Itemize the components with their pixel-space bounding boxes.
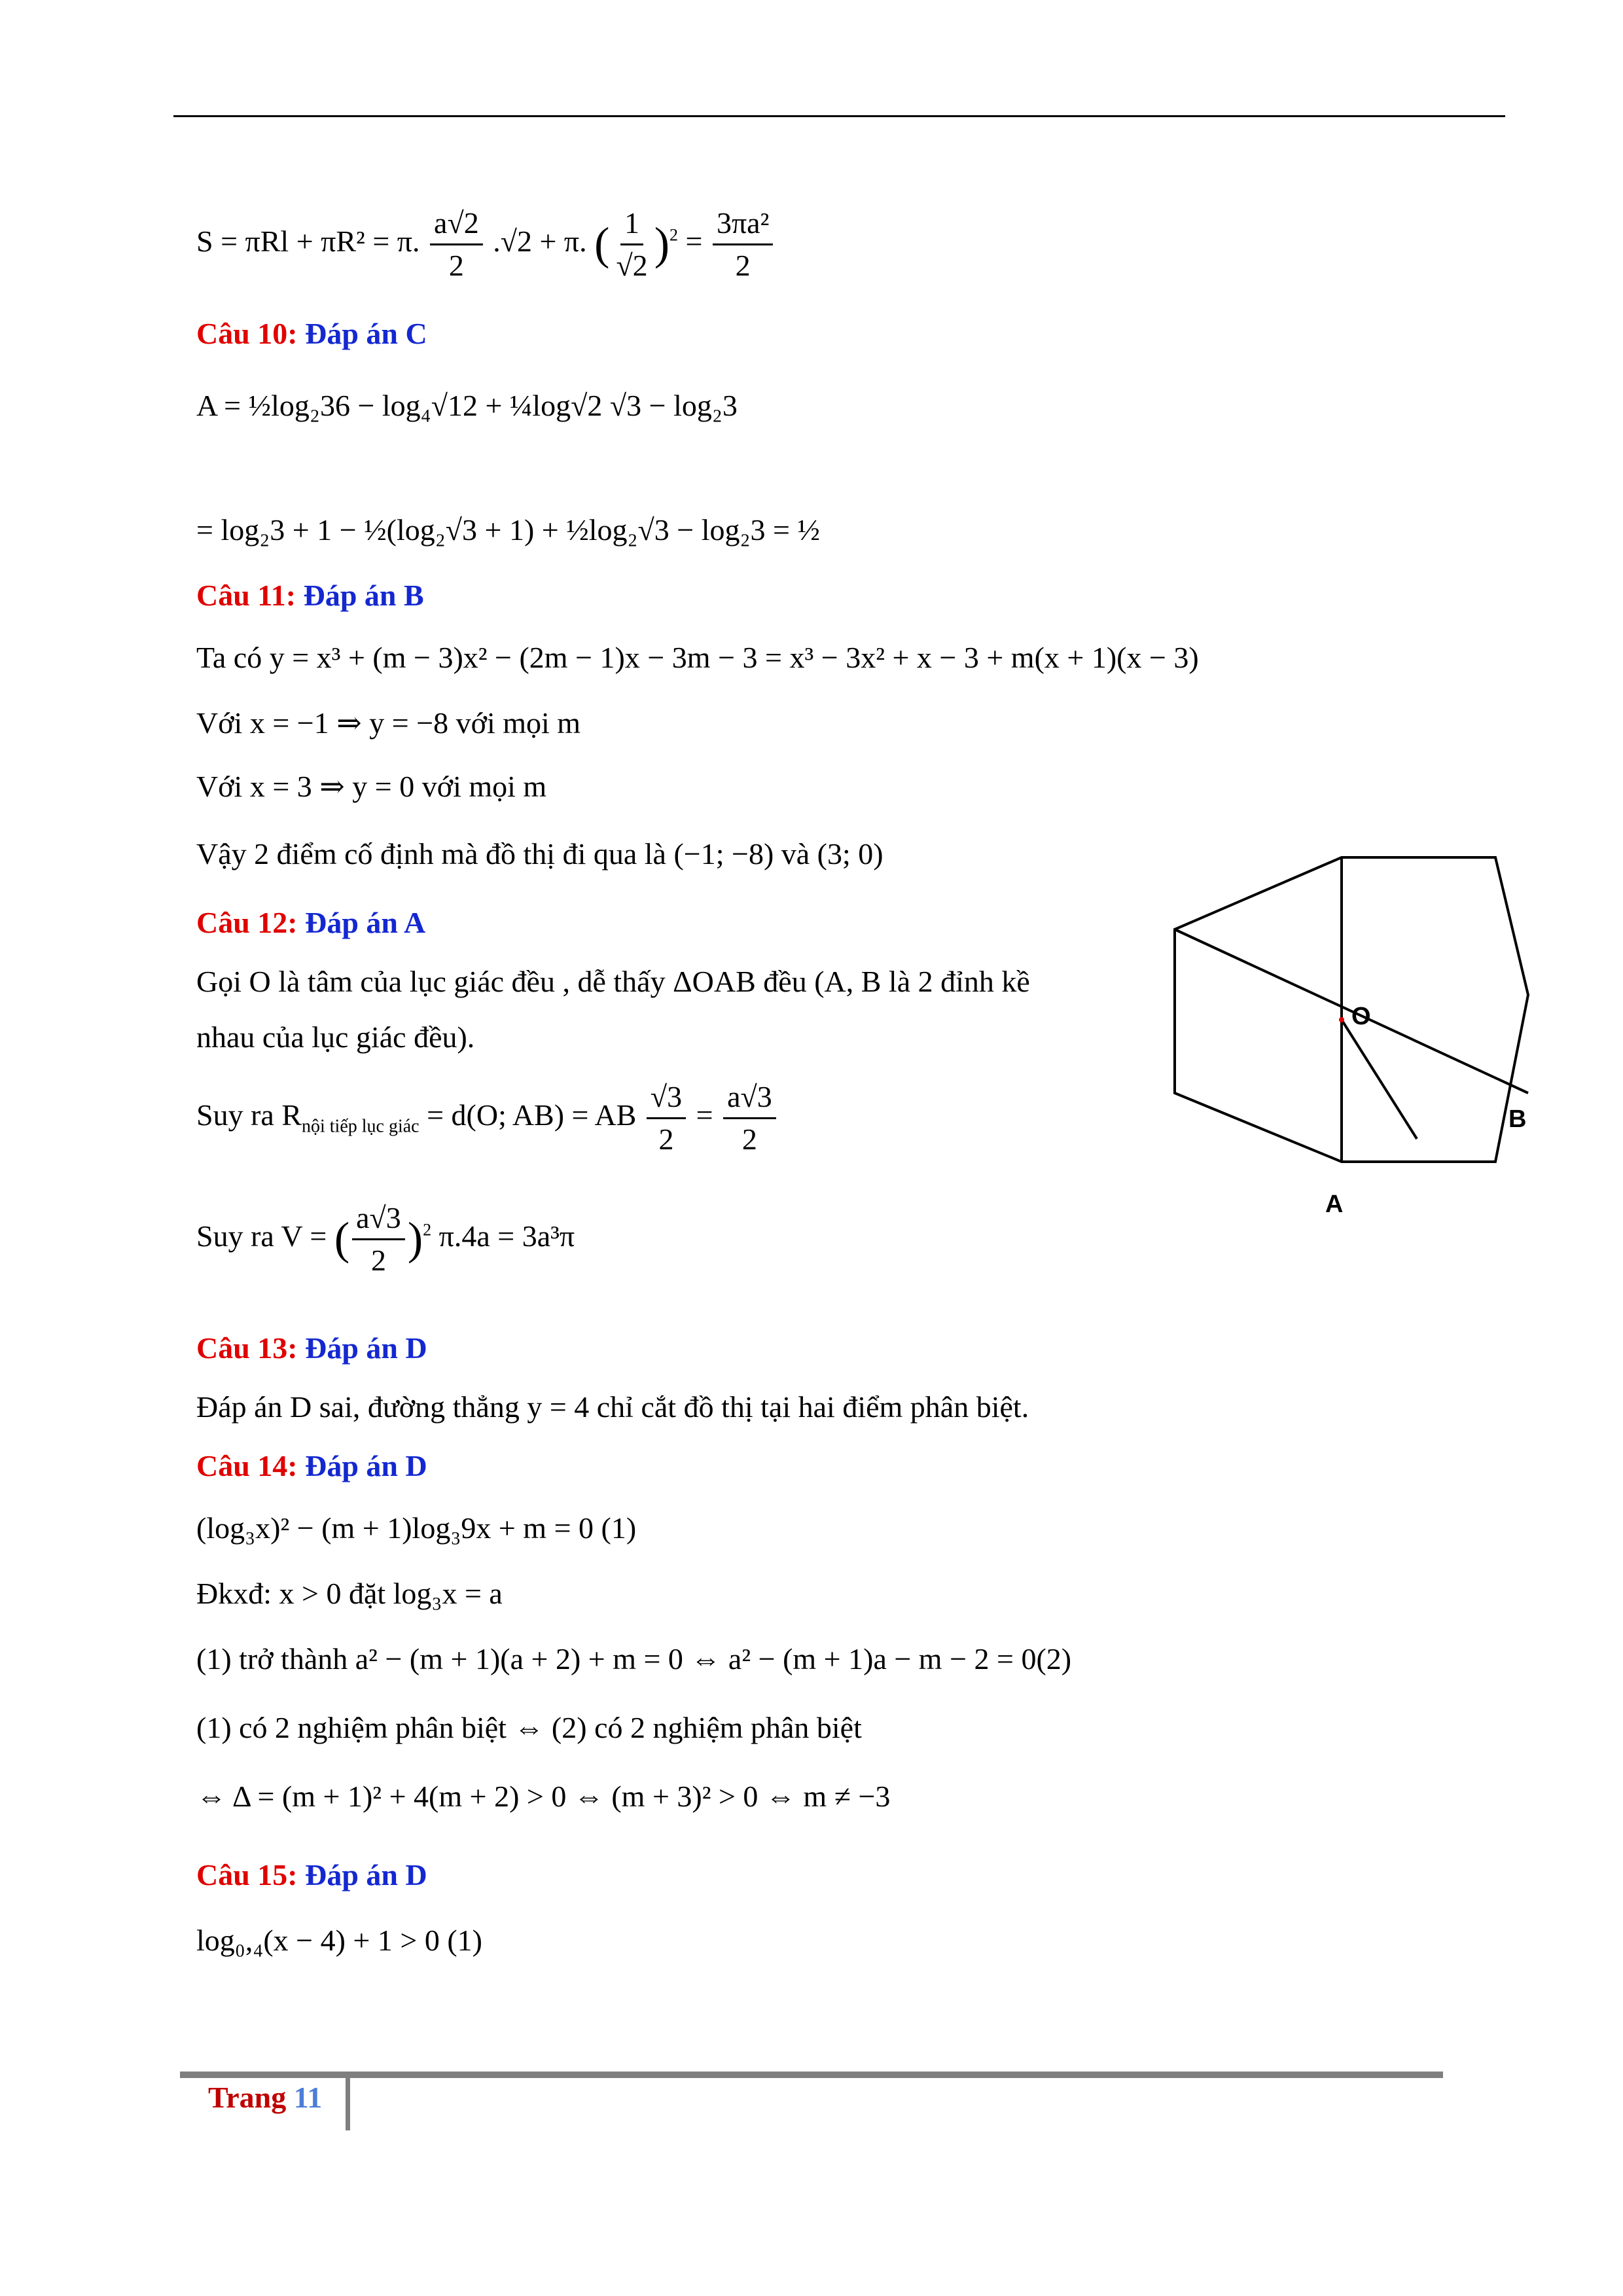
q12-line4: Suy ra V = ( $\frac{a√3}{2}$ )$^2$ π.4a = 3a³π [196,1198,575,1281]
q14-answer: Đáp án D [305,1449,427,1482]
q12-line3-frac1-den: 2 [658,1122,674,1156]
q13-answer: Đáp án D [305,1331,427,1365]
q9-result [713,203,773,286]
q14-heading [196,1446,427,1486]
q12-line3-frac2 [723,1077,776,1160]
q14-line5: ⇔ Δ = (m + 1)² + 4(m + 2) > 0 ⇔ (m + 3)² > 0 ⇔ m ≠ −3 [196,1780,891,1813]
q11-title: Câu 11: [196,579,296,612]
q10-title: Câu 10: [196,317,298,350]
page-footer [208,2078,322,2117]
q12-answer: Đáp án A [305,906,426,939]
q12-line3-prefix: Suy ra R [196,1098,302,1132]
q12-line4-frac-den: 2 [370,1244,386,1277]
q11-line3: Với x = 3 ⇒ y = 0 với mọi m [196,770,547,803]
footer-bar [346,2075,350,2130]
q9-result-den: 2 [735,249,751,282]
q9-frac2-den: √2 [616,249,648,282]
q13-heading [196,1329,427,1368]
hexagon-figure [1152,844,1544,1237]
label-b: B [1508,1105,1527,1133]
q15-heading [196,1856,427,1895]
q9-frac1-den: 2 [448,249,464,282]
label-a: A [1325,1191,1344,1218]
q12-line4-frac-num: a√3 [352,1198,405,1240]
page-number: 11 [293,2081,323,2114]
q11-line4: Vậy 2 điểm cố định mà đồ thị đi qua là (−1; −8) và (3; 0) [196,837,883,870]
q9-frac1-num: a√2 [430,203,483,245]
label-o: O [1351,1003,1371,1030]
q12-line4-prefix: Suy ra V = [196,1219,334,1253]
q12-title: Câu 12: [196,906,298,939]
q12-line3-frac1-num: √3 [647,1077,686,1119]
q12-line3-frac2-den: 2 [741,1122,757,1156]
q11-line1: Ta có y = x³ + (m − 3)x² − (2m − 1)x − 3m − 3 = x³ − 3x² + x − 3 + m(x + 1)(x − 3) [196,641,1199,674]
q9-frac2 [612,203,651,286]
q12-line3-frac2-num: a√3 [723,1077,776,1119]
q13-line1: Đáp án D sai, đường thẳng y = 4 chỉ cắt đồ thị tại hai điểm phân biệt. [196,1390,1029,1424]
q12-line4-frac [352,1198,405,1281]
q12-line3-frac1 [647,1077,686,1160]
q14-line3: (1) trở thành a² − (m + 1)(a + 2) + m = 0 ⇔ a² − (m + 1)a − m − 2 = 0(2) [196,1642,1072,1676]
q14-line1: (log₃x)² − (m + 1)log₃9x + m = 0 (1) [196,1511,637,1545]
q10-line2: = log₂3 + 1 − ½(log₂√3 + 1) + ½log₂√3 − log₂3 = ½ [196,513,820,547]
q12-line2: nhau của lục giác đều). [196,1020,475,1054]
q10-answer: Đáp án C [305,317,427,350]
q9-result-num: 3πa² [713,203,773,245]
q12-line1: Gọi O là tâm của lục giác đều , dễ thấy ΔOAB đều (A, B là 2 đỉnh kề [196,965,1030,998]
q9-formula: S = πRl + πR² = π. $\frac{a√2}{2}$ .√2 + π. ( $\frac{1}{√2}$ )$^2$ = $\frac{\text{3πa²}}{2}$ [196,203,776,286]
q12-line4-rest: π.4a = 3a³π [438,1219,575,1253]
footer-label: Trang [208,2081,287,2114]
q12-line3-eq: = [696,1098,721,1132]
q15-line1: log₀,₄(x − 4) + 1 > 0 (1) [196,1924,482,1957]
q11-heading [196,576,424,615]
q9-frac1 [430,203,483,286]
q14-line2: Đkxđ: x > 0 đặt log₃x = a [196,1577,503,1610]
q14-line4: (1) có 2 nghiệm phân biệt ⇔ (2) có 2 nghiệm phân biệt [196,1711,862,1744]
q15-answer: Đáp án D [305,1858,427,1892]
q11-line2: Với x = −1 ⇒ y = −8 với mọi m [196,706,581,740]
q12-line3-rest: = d(O; AB) = AB [419,1098,637,1132]
q11-answer: Đáp án B [303,579,424,612]
footer-rule [180,2072,1443,2078]
q10-heading [196,314,427,353]
q9-mid: .√2 + π. [493,224,587,259]
q10-line1: A = ½log₂36 − log₄√12 + ¼log√2 √3 − log₂3 [196,389,738,422]
q12-line3-sub: nội tiếp lục giác [302,1116,419,1137]
q12-heading [196,903,425,942]
q13-title: Câu 13: [196,1331,298,1365]
q9-frac2-num: 1 [620,203,643,245]
q9-formula-left: S = πRl + πR² = π. [196,224,420,259]
q15-title: Câu 15: [196,1858,298,1892]
q12-line3 [196,1077,779,1160]
q14-title: Câu 14: [196,1449,298,1482]
top-rule [173,115,1505,117]
center-point [1339,1017,1344,1022]
